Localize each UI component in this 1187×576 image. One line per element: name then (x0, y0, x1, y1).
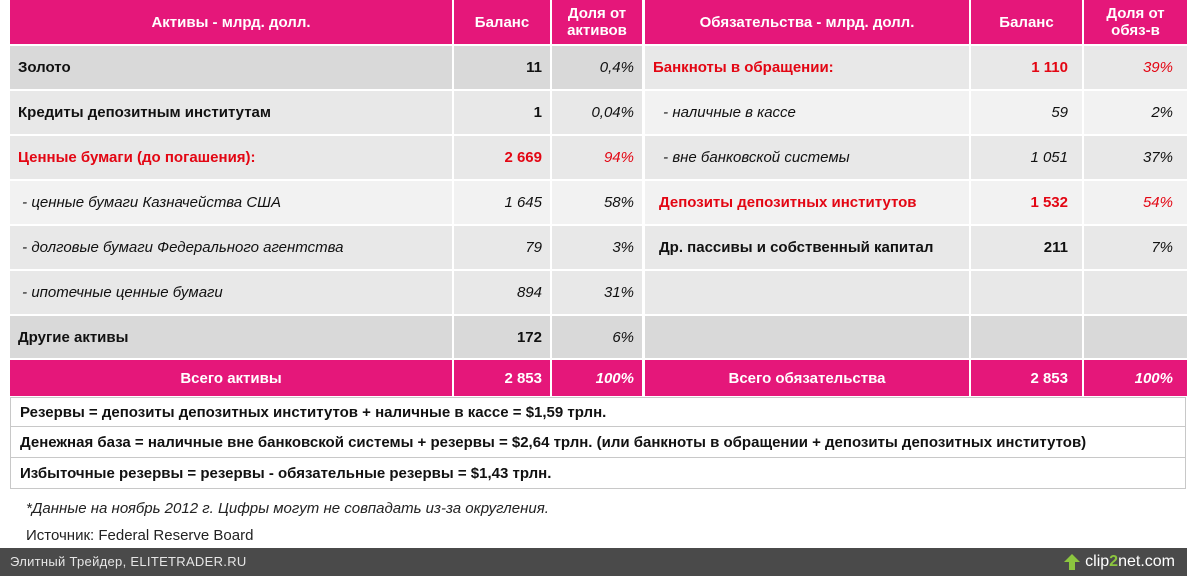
liab-total-balance: 2 853 (971, 360, 1082, 396)
clip2net-logo[interactable] (1062, 552, 1175, 572)
empty-cell (1084, 271, 1187, 314)
asset-label: Ценные бумаги (до погашения): (10, 136, 452, 179)
assets-total-share: 100% (552, 360, 642, 396)
assets-header-share: Доля от активов (552, 0, 642, 44)
asset-share: 31% (552, 271, 642, 314)
liab-header-balance: Баланс (971, 0, 1082, 44)
liab-share: 2% (1084, 91, 1187, 134)
asset-balance: 1 645 (454, 181, 550, 224)
liab-balance: 1 532 (971, 181, 1082, 224)
liab-share: 54% (1084, 181, 1187, 224)
liab-balance: 59 (971, 91, 1082, 134)
liab-label: Депозиты депозитных институтов (645, 181, 969, 224)
liab-label: Банкноты в обращении: (645, 46, 969, 89)
asset-label: - ценные бумаги Казначейства США (10, 181, 452, 224)
asset-balance: 2 669 (454, 136, 550, 179)
asset-balance: 1 (454, 91, 550, 134)
logo-part-c: net.com (1118, 553, 1175, 570)
liab-balance: 211 (971, 226, 1082, 269)
asset-share: 0,04% (552, 91, 642, 134)
asset-share: 0,4% (552, 46, 642, 89)
asset-label: Кредиты депозитным институтам (10, 91, 452, 134)
asset-balance: 79 (454, 226, 550, 269)
empty-cell (645, 271, 969, 314)
asset-share: 6% (552, 316, 642, 358)
empty-cell (645, 316, 969, 358)
liab-share: 39% (1084, 46, 1187, 89)
liab-total-share: 100% (1084, 360, 1187, 396)
liab-balance: 1 051 (971, 136, 1082, 179)
asset-share: 58% (552, 181, 642, 224)
assets-total-label: Всего активы (10, 360, 452, 396)
source-note: Источник: Federal Reserve Board (26, 527, 254, 544)
asset-share: 94% (552, 136, 642, 179)
liab-total-label: Всего обязательства (645, 360, 969, 396)
assets-total-balance: 2 853 (454, 360, 550, 396)
asset-balance: 11 (454, 46, 550, 89)
footer-site: Элитный Трейдер, ELITETRADER.RU (10, 554, 247, 569)
liab-label: - наличные в кассе (645, 91, 969, 134)
liab-share: 7% (1084, 226, 1187, 269)
empty-cell (971, 316, 1082, 358)
liab-header-share: Доля от обяз-в (1084, 0, 1187, 44)
empty-cell (1084, 316, 1187, 358)
formula-reserves: Резервы = депозиты депозитных институтов + наличные в кассе = $1,59 трлн. (10, 397, 1186, 427)
asset-share: 3% (552, 226, 642, 269)
asset-label: - ипотечные ценные бумаги (10, 271, 452, 314)
data-note: *Данные на ноябрь 2012 г. Цифры могут не совпадать из-за округления. (26, 500, 549, 517)
liab-share: 37% (1084, 136, 1187, 179)
liab-balance: 1 110 (971, 46, 1082, 89)
asset-label: Золото (10, 46, 452, 89)
upload-arrow-icon (1062, 552, 1082, 572)
formula-excess-reserves: Избыточные резервы = резервы - обязательные резервы = $1,43 трлн. (10, 458, 1186, 489)
logo-part-b: 2 (1109, 553, 1119, 570)
asset-balance: 894 (454, 271, 550, 314)
assets-header-balance: Баланс (454, 0, 550, 44)
asset-label: - долговые бумаги Федерального агентства (10, 226, 452, 269)
formula-monetary-base: Денежная база = наличные вне банковской системы + резервы = $2,64 трлн. (или банкноты в обращении + депозиты депозитных институтов) (10, 427, 1186, 458)
logo-part-a: clip (1085, 553, 1110, 570)
liab-label: Др. пассивы и собственный капитал (645, 226, 969, 269)
footer-bar (0, 548, 1187, 576)
assets-header-title: Активы - млрд. долл. (10, 0, 452, 44)
asset-label: Другие активы (10, 316, 452, 358)
liab-label: - вне банковской системы (645, 136, 969, 179)
asset-balance: 172 (454, 316, 550, 358)
liab-header-title: Обязательства - млрд. долл. (645, 0, 969, 44)
empty-cell (971, 271, 1082, 314)
